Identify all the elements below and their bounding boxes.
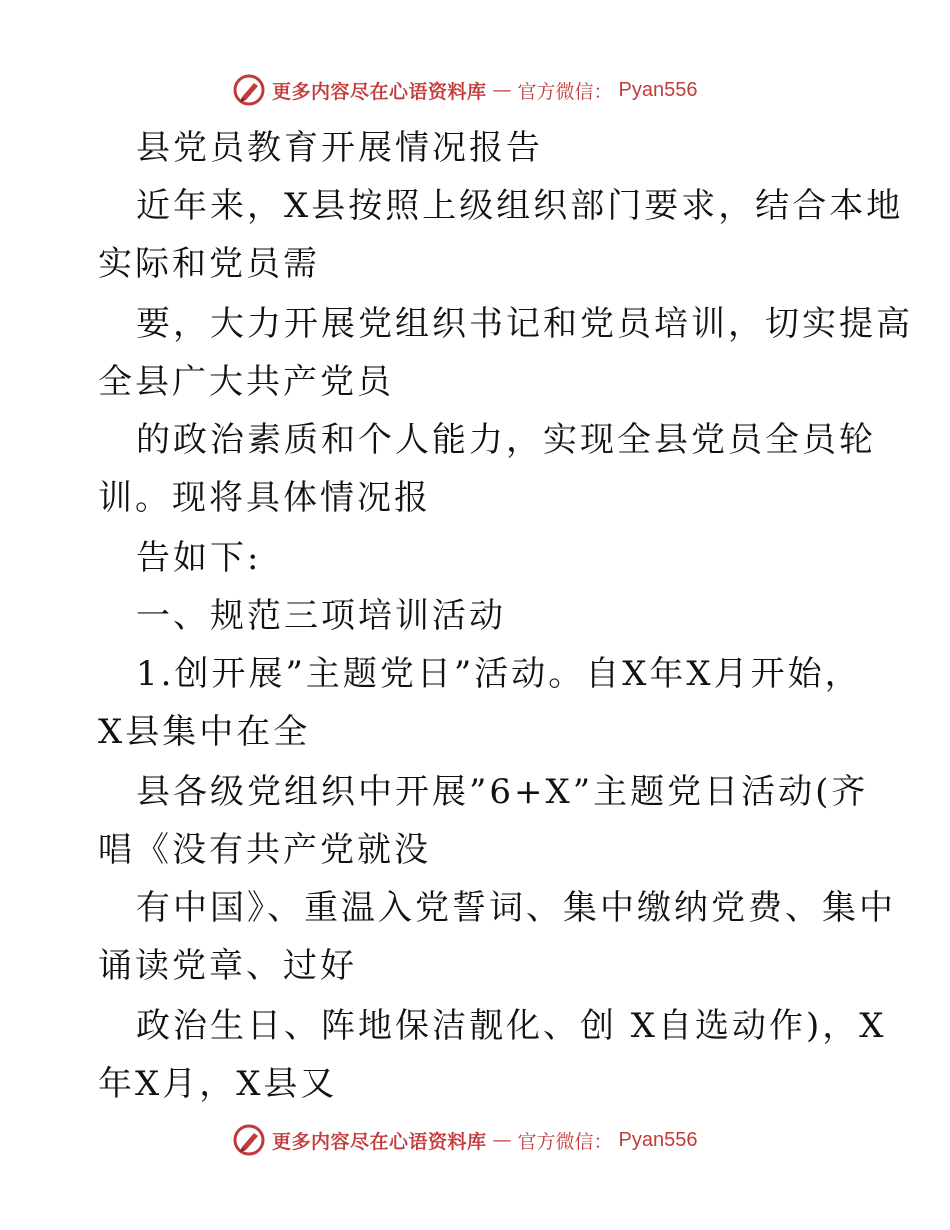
footer-watermark bbox=[232, 1120, 698, 1160]
paragraph-line: 有中国》、重温入党誓词、集中缴纳党费、集中 bbox=[136, 888, 896, 928]
paragraph-line: 唱《没有共产党就没 bbox=[98, 830, 431, 870]
paragraph-line: 政治生日、阵地保洁靓化、创 X自选动作)，X bbox=[136, 1006, 887, 1046]
paragraph-line: 的政治素质和个人能力，实现全县党员全员轮 bbox=[136, 420, 876, 460]
paragraph-line: 训。现将具体情况报 bbox=[98, 478, 431, 518]
header-watermark bbox=[232, 70, 698, 110]
watermark-wechat-id: Pyan556 bbox=[618, 1128, 698, 1151]
paragraph-line: 县各级党组织中开展”6+X”主题党日活动(齐 bbox=[136, 772, 869, 812]
paragraph-line: 年X月，X县又 bbox=[98, 1064, 338, 1104]
paragraph-line: 实际和党员需 bbox=[98, 244, 320, 284]
paragraph-line: 诵读党章、过好 bbox=[98, 946, 357, 986]
watermark-text: 更多内容尽在心语资料库 bbox=[272, 1130, 487, 1153]
pen-logo-icon bbox=[232, 1123, 266, 1157]
watermark-wechat-id: Pyan556 bbox=[618, 78, 698, 101]
paragraph-line: 近年来，X县按照上级组织部门要求，结合本地 bbox=[136, 186, 904, 226]
pen-logo-icon bbox=[232, 73, 266, 107]
watermark-dash: — bbox=[492, 1129, 512, 1151]
paragraph-line: 告如下: bbox=[136, 538, 262, 578]
watermark-dash: — bbox=[492, 79, 512, 101]
document-title: 县党员教育开展情况报告 bbox=[136, 128, 543, 168]
paragraph-line: 1.创开展”主题党日”活动。自X年X月开始， bbox=[136, 654, 862, 694]
paragraph-line: 全县广大共产党员 bbox=[98, 362, 394, 402]
paragraph-line: X县集中在全 bbox=[98, 712, 311, 752]
section-heading: 一、规范三项培训活动 bbox=[136, 596, 506, 636]
watermark-wechat-label: 官方微信： bbox=[517, 1130, 613, 1153]
paragraph-line: 要，大力开展党组织书记和党员培训，切实提高 bbox=[136, 304, 913, 344]
watermark-wechat-label: 官方微信： bbox=[517, 80, 613, 103]
watermark-text: 更多内容尽在心语资料库 bbox=[272, 80, 487, 103]
